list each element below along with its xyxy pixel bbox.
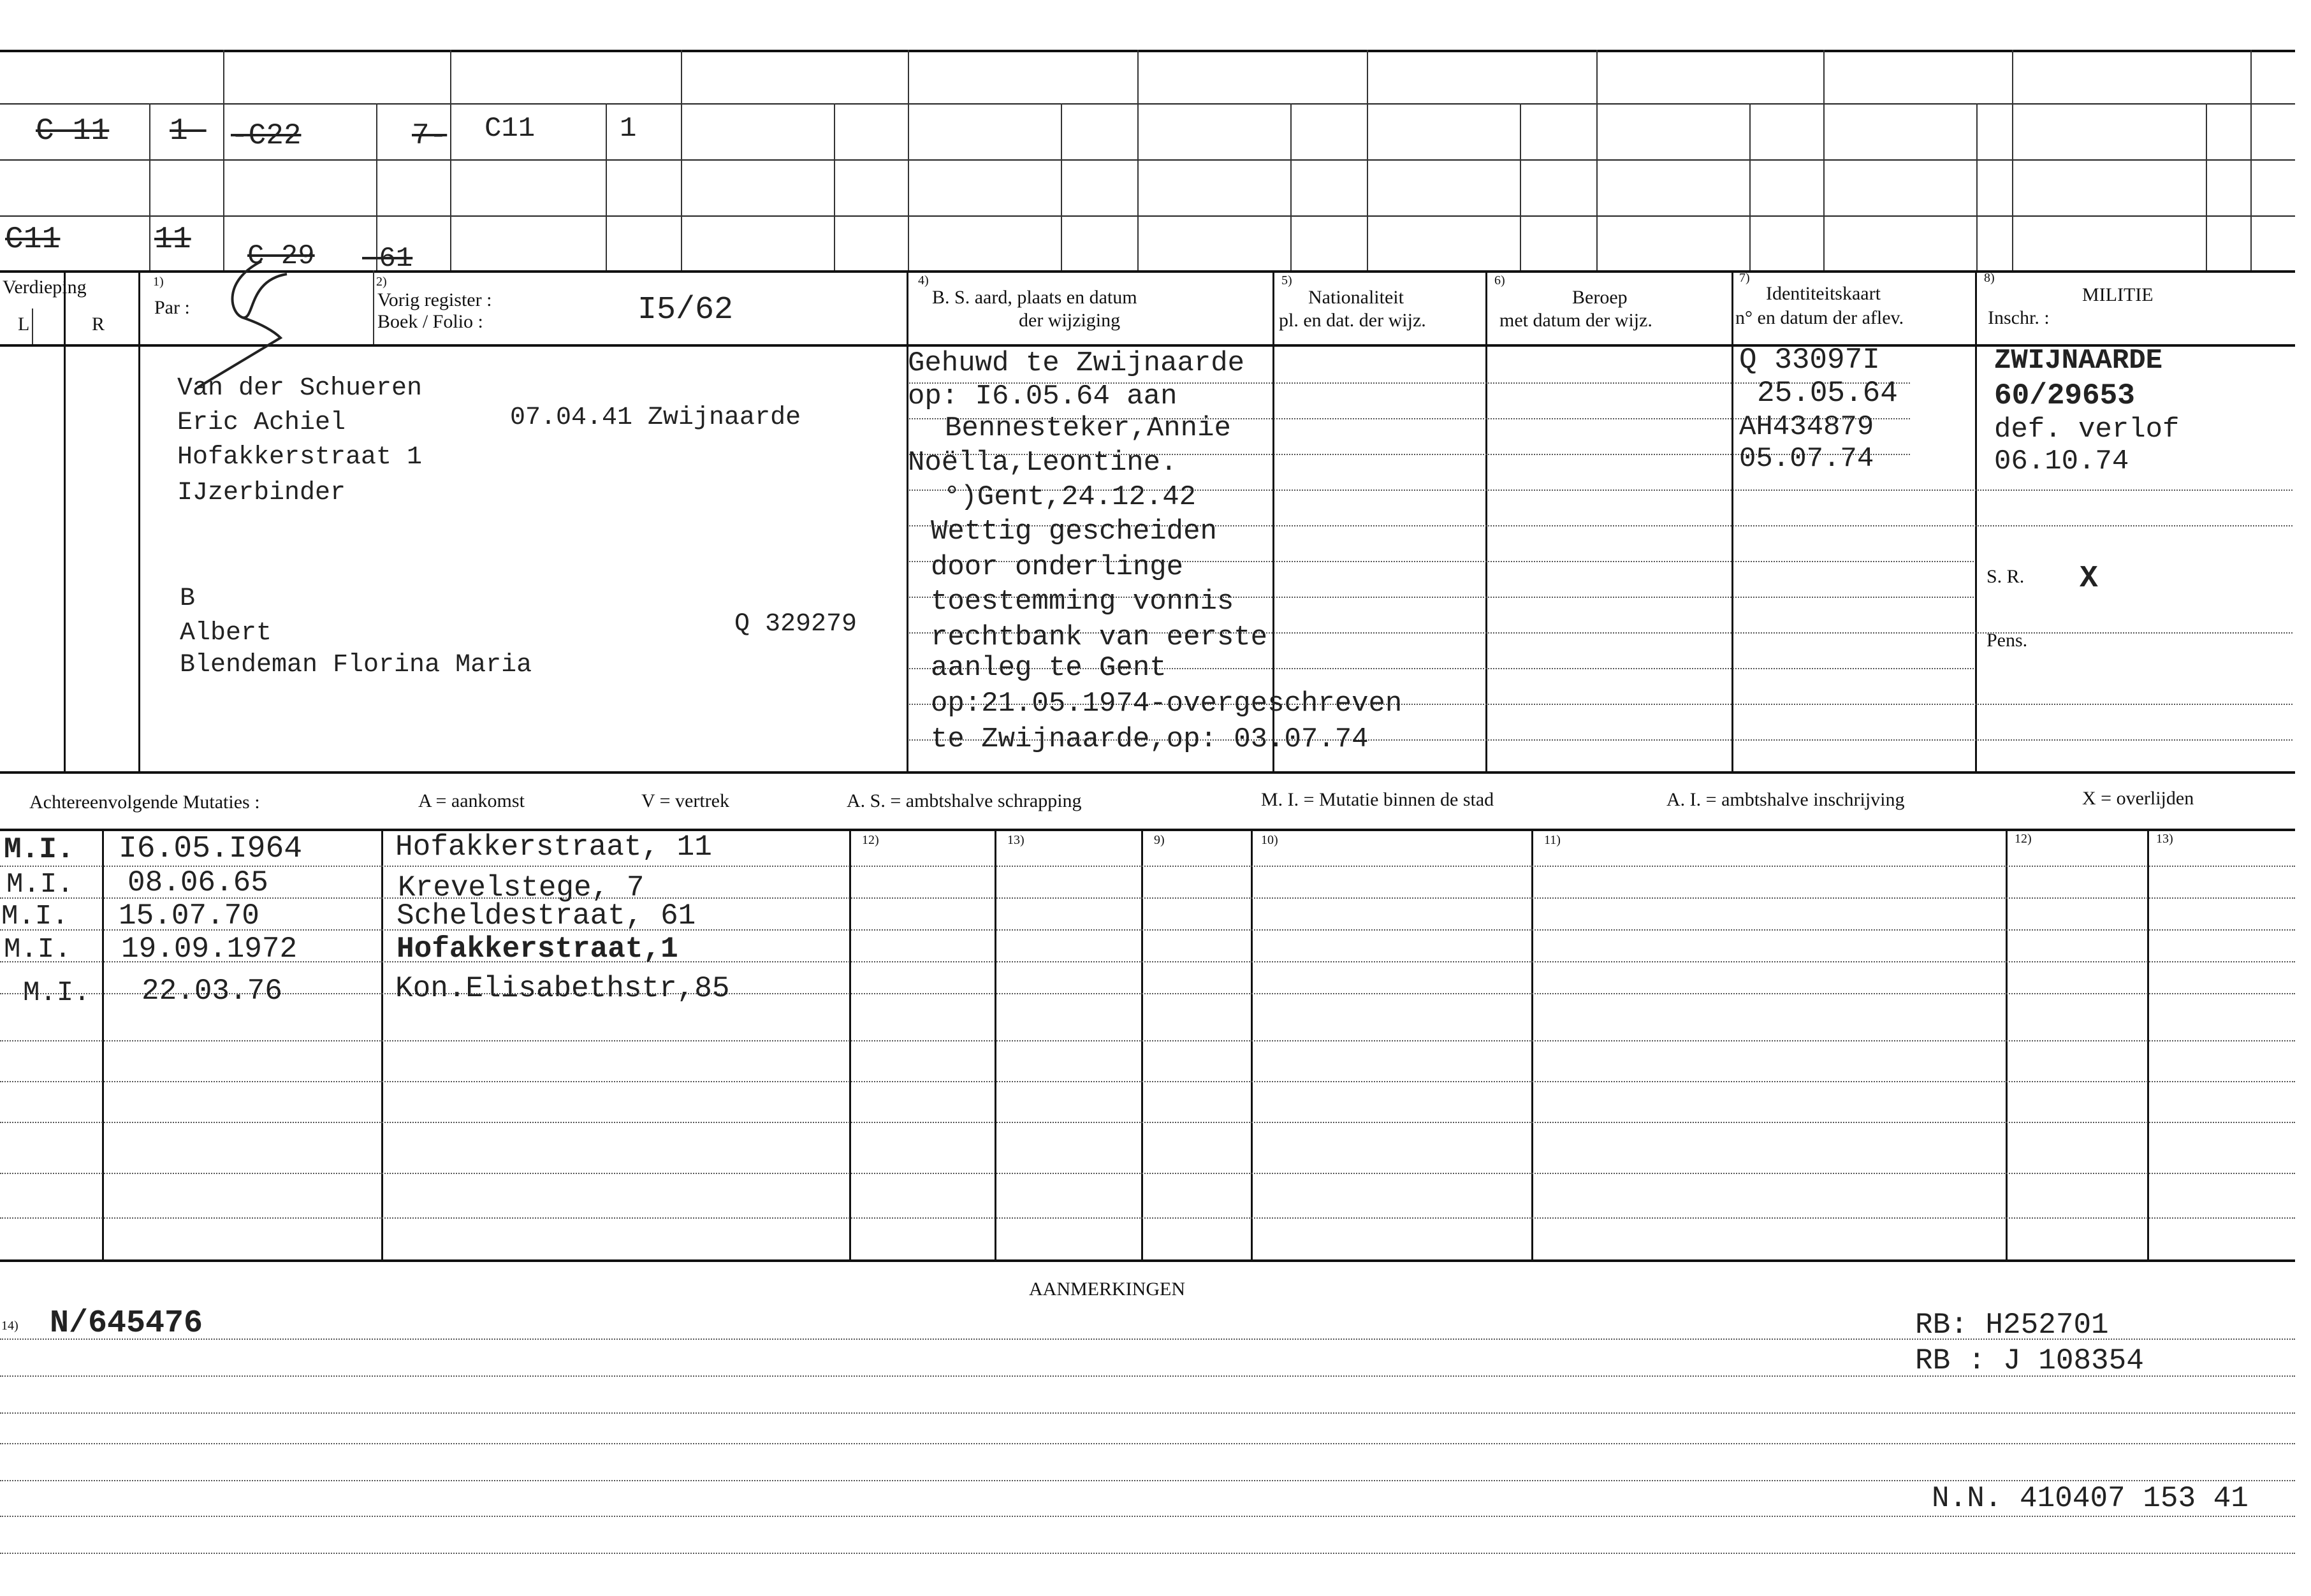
grid-line: [995, 829, 996, 1259]
grid-line: [1290, 103, 1292, 270]
civil-status-line: toestemming vonnis: [931, 586, 1234, 618]
mutation-date: 15.07.70: [119, 899, 259, 932]
header-col7-line1: Identiteitskaart: [1766, 283, 1881, 304]
mutations-legend-title: Achtereenvolgende Mutaties :: [29, 792, 260, 813]
grid-line: [834, 103, 835, 270]
dotted-rule: [0, 1173, 2295, 1174]
header-inschr: Inschr. :: [1988, 307, 2050, 328]
dotted-rule: [0, 1217, 2295, 1219]
rule-remarks-top: [0, 1259, 2295, 1262]
header-col6-line1: Beroep: [1572, 287, 1628, 308]
grid-line: [681, 50, 682, 270]
dotted-rule: [0, 961, 2295, 962]
mutation-address: Hofakkerstraat, 11: [395, 831, 712, 864]
legend-item: X = overlijden: [2082, 788, 2194, 809]
dotted-rule: [0, 866, 2295, 867]
dotted-rule: [0, 1412, 2295, 1414]
grid-line: [64, 270, 66, 771]
code-value: 11: [154, 222, 191, 257]
header-col4-line2: der wijziging: [1019, 310, 1121, 331]
header-col6-num: 6): [1494, 273, 1505, 287]
id-card-number: Q 33097I: [1739, 344, 1880, 377]
grid-line: [2012, 50, 2013, 270]
code-value: 1-: [170, 114, 207, 149]
header-vorig-num: 2): [376, 275, 387, 289]
code-value: C-11: [36, 114, 110, 149]
grid-line: [381, 829, 383, 1259]
rule-legend-top: [0, 771, 2295, 774]
mutation-col-num: 13): [2156, 832, 2173, 846]
civil-status-line: Wettig gescheiden: [931, 516, 1217, 548]
remarks-rb-1: RB: H252701: [1915, 1309, 2109, 1342]
dotted-rule: [0, 1443, 2295, 1444]
rule-header-bottom: [0, 344, 2295, 347]
legend-item: A = aankomst: [418, 790, 525, 811]
militie-date: 06.10.74: [1994, 446, 2129, 477]
grid-line: [2006, 829, 2008, 1259]
militie-sr-label: S. R.: [1987, 566, 2025, 587]
grid-line: [606, 103, 607, 270]
dotted-rule: [0, 929, 2295, 931]
header-col5-line2: pl. en dat. der wijz.: [1279, 310, 1426, 331]
militie-number: 60/29653: [1994, 379, 2135, 412]
rule-top: [0, 50, 2295, 52]
grid-line: [1061, 103, 1062, 270]
header-r: R: [92, 314, 105, 335]
grid-line: [1975, 270, 1977, 771]
militie-sr-mark: X: [2080, 562, 2098, 596]
grid-line: [1731, 270, 1733, 771]
code-value: C11: [5, 222, 61, 257]
grid-line: [1141, 829, 1143, 1259]
rule-header-top: [0, 270, 2295, 273]
dotted-rule: [0, 993, 2295, 994]
rule-code-3: [0, 215, 2295, 217]
dotted-rule: [0, 897, 2295, 899]
mutation-address: Kon.Elisabethstr,85: [395, 972, 730, 1005]
grid-line: [32, 308, 33, 344]
grid-line: [223, 50, 224, 270]
header-col8-num: 8): [1984, 271, 1995, 285]
remarks-num: 14): [1, 1319, 18, 1333]
grid-line: [1251, 829, 1253, 1259]
header-boek-folio: Boek / Folio :: [377, 311, 483, 332]
person-mother: Blendeman Florina Maria: [180, 651, 532, 679]
grid-line: [1367, 50, 1368, 270]
person-surname: Van der Schueren: [177, 374, 423, 403]
dotted-rule: [0, 1122, 2295, 1123]
code-value: -C22: [231, 119, 302, 152]
militie-place: ZWIJNAARDE: [1994, 345, 2163, 377]
civil-status-line: Gehuwd te Zwijnaarde: [908, 347, 1245, 379]
dotted-rule: [0, 1516, 2295, 1517]
person-occupation: IJzerbinder: [177, 479, 346, 507]
mutation-col-num: 9): [1154, 833, 1165, 847]
header-l: L: [18, 314, 30, 335]
grid-line: [1520, 103, 1521, 270]
remarks-rb-2: RB : J 108354: [1915, 1344, 2144, 1377]
mutation-col-num: 12): [862, 833, 879, 847]
mutation-col-num: 12): [2015, 832, 2032, 846]
header-col4-num: 4): [918, 273, 929, 287]
person-mark-b: B: [180, 584, 196, 613]
code-value: -61: [362, 243, 413, 275]
civil-status-line: op: I6.05.64 aan: [908, 381, 1177, 412]
grid-line: [2250, 50, 2252, 270]
grid-line: [1531, 829, 1533, 1259]
mutation-date: I6.05.I964: [119, 832, 303, 866]
grid-line: [2147, 829, 2149, 1259]
legend-item: A. S. = ambtshalve schrapping: [847, 790, 1082, 811]
header-col6-line2: met datum der wijz.: [1499, 310, 1652, 331]
dotted-rule: [0, 1040, 2295, 1041]
rule-code-1: [0, 103, 2295, 105]
remarks-title: AANMERKINGEN: [1029, 1279, 1185, 1300]
grid-line: [1976, 103, 1978, 270]
civil-status-line: door onderlinge: [931, 551, 1184, 583]
dotted-rule: [0, 1480, 2295, 1481]
grid-line: [2206, 103, 2207, 270]
par-check-mark: [172, 242, 300, 389]
rule-code-2: [0, 159, 2295, 161]
grid-line: [907, 270, 908, 771]
person-street: Hofakkerstraat 1: [177, 443, 423, 472]
mutation-code: M.I.: [4, 934, 71, 966]
header-verdieping: Verdieping: [3, 277, 87, 298]
mutation-code: M.I.: [6, 869, 74, 901]
header-col4-line1: B. S. aard, plaats en datum: [932, 287, 1137, 308]
header-par-num: 1): [153, 275, 164, 289]
mutation-address: Krevelstege, 7: [398, 871, 645, 904]
id-card-number: AH434879: [1739, 411, 1874, 443]
header-col7-num: 7): [1739, 271, 1750, 285]
civil-status-line: Noëlla,Leontine.: [908, 447, 1177, 479]
mutation-code: M.I.: [1, 901, 69, 932]
header-col7-line2: n° en datum der aflev.: [1735, 307, 1904, 328]
mutation-date: 08.06.65: [128, 866, 268, 899]
mutation-date: 22.03.76: [142, 975, 282, 1008]
grid-line: [908, 50, 909, 270]
person-father: Albert: [180, 619, 272, 648]
grid-line: [1485, 270, 1487, 771]
grid-line: [450, 50, 451, 270]
grid-line: [149, 103, 150, 270]
id-card-date: 25.05.64: [1757, 377, 1898, 410]
mutation-col-num: 10): [1261, 833, 1278, 847]
grid-line: [849, 829, 851, 1259]
remarks-nn-number: N.N. 410407 153 41: [1932, 1482, 2249, 1515]
legend-item: V = vertrek: [641, 790, 729, 811]
header-militie: MILITIE: [2082, 284, 2154, 305]
grid-line: [102, 829, 104, 1259]
code-value: C-29: [247, 240, 315, 272]
civil-status-line: °)Gent,24.12.42: [944, 481, 1197, 513]
mutation-col-num: 13): [1007, 833, 1024, 847]
mutation-address: Scheldestraat, 61: [397, 899, 696, 932]
grid-line: [1137, 50, 1139, 270]
grid-line: [1823, 50, 1825, 270]
boek-folio-value: I5/62: [638, 292, 734, 328]
header-vorig-register: Vorig register :: [377, 289, 492, 310]
person-birth: 07.04.41 Zwijnaarde: [510, 403, 801, 432]
militie-pens-label: Pens.: [1987, 630, 2028, 651]
civil-status-line: aanleg te Gent: [931, 652, 1167, 684]
legend-item: A. I. = ambtshalve inschrijving: [1666, 789, 1905, 810]
civil-status-line: op:21.05.1974-overgeschreven: [931, 688, 1403, 720]
rule-mutations-top: [0, 829, 2295, 831]
civil-status-line: Bennesteker,Annie: [945, 412, 1231, 444]
person-given-names: Eric Achiel: [177, 409, 346, 437]
grid-line: [138, 270, 140, 771]
civil-status-line: rechtbank van eerste: [931, 621, 1268, 653]
header-col5-line1: Nationaliteit: [1308, 287, 1404, 308]
mutation-code: M.I.: [23, 977, 91, 1009]
id-card-date: 05.07.74: [1739, 443, 1874, 475]
code-value: C11: [485, 113, 536, 145]
mutation-col-num: 11): [1544, 833, 1561, 847]
grid-line: [373, 270, 374, 344]
civil-status-line: te Zwijnaarde,op: 03.07.74: [931, 723, 1369, 755]
dotted-rule: [0, 1081, 2295, 1082]
mutation-date: 19.09.1972: [121, 932, 298, 966]
dotted-rule: [0, 1553, 2295, 1554]
mutation-code: M.I.: [4, 833, 75, 866]
mutation-address: Hofakkerstraat,1: [397, 932, 678, 966]
code-value: 7-: [412, 119, 448, 152]
code-value: 1: [620, 113, 637, 145]
person-q-number: Q 329279: [734, 610, 857, 639]
legend-item: M. I. = Mutatie binnen de stad: [1261, 789, 1494, 810]
militie-status: def. verlof: [1994, 414, 2180, 446]
header-col5-num: 5): [1281, 273, 1292, 287]
grid-line: [1749, 103, 1751, 270]
grid-line: [1596, 50, 1598, 270]
remarks-code: N/645476: [50, 1305, 203, 1342]
header-par: Par :: [154, 297, 190, 318]
